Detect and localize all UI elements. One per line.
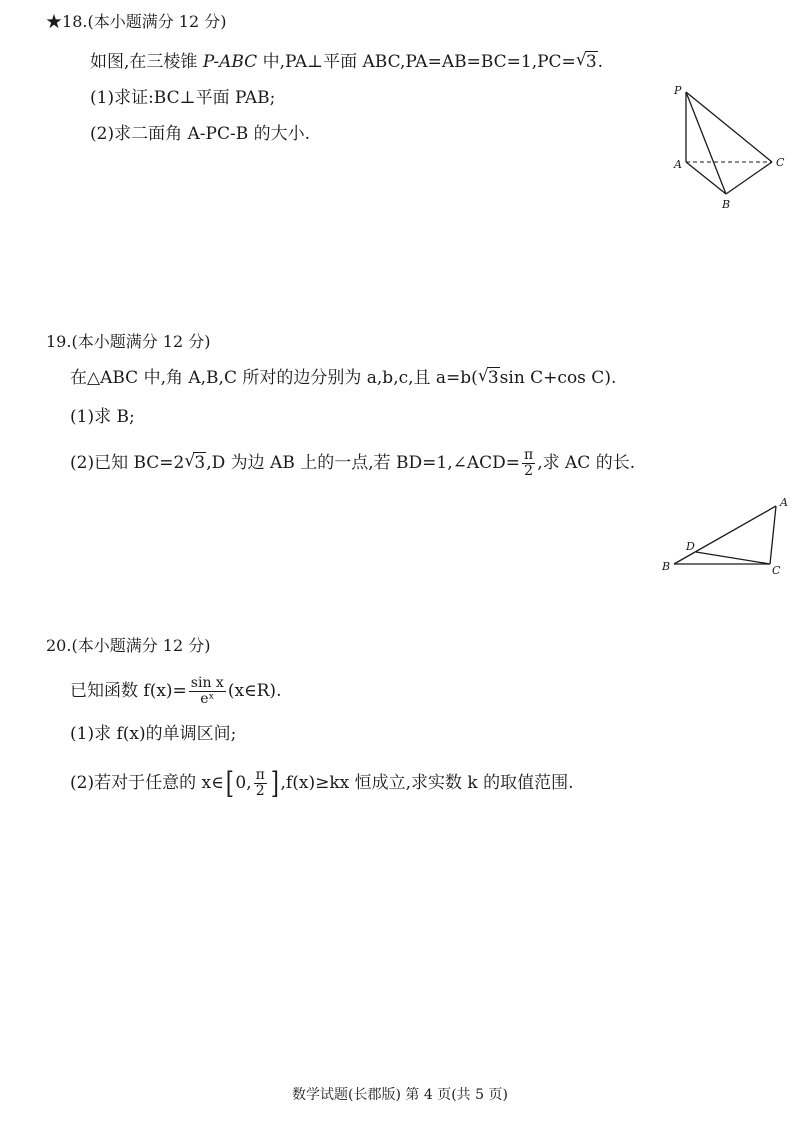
q19-part1: (1)求 B;	[70, 407, 135, 427]
label-D: D	[686, 540, 695, 553]
sqrt-symbol: √ 3	[184, 451, 206, 473]
q20-stem: 已知函数 f(x)= $\frac{\text{sin x}}{\text{eˣ}}$ (x∈R).	[70, 675, 282, 707]
edge-BC	[726, 162, 772, 194]
sqrt-symbol: √ 3	[477, 366, 499, 388]
q18-pyramid-figure	[666, 78, 790, 212]
label-P: P	[674, 84, 682, 97]
q20-heading: 20.(本小题满分 12 分)	[46, 636, 211, 655]
q18-heading	[46, 10, 226, 34]
q19-triangle-figure	[660, 492, 795, 580]
label-C: C	[772, 564, 781, 577]
edge-PC	[686, 92, 772, 162]
q18-stem: 如图,在三棱锥 P-ABC 中,PA⊥平面 ABC,PA=AB=BC=1,PC= √ 3.	[90, 50, 604, 72]
q19-stem: 在△ABC 中,角 A,B,C 所对的边分别为 a,b,c,且 a=b( √ 3sin C+cos C).	[70, 366, 617, 388]
q18-part1: (1)求证:BC⊥平面 PAB;	[90, 88, 276, 108]
label-A: A	[780, 496, 788, 509]
edge-DC	[696, 552, 770, 564]
q19-heading: 19.(本小题满分 12 分)	[46, 332, 211, 351]
fraction: $\frac{\pi}{2}$	[255, 767, 265, 799]
q18-part2: (2)求二面角 A-PC-B 的大小.	[90, 124, 310, 144]
q20-part1: (1)求 f(x)的单调区间;	[70, 724, 237, 744]
sqrt-symbol: √ 3	[575, 50, 597, 72]
edge-AB	[674, 506, 776, 564]
q19-part2: (2)已知 BC=2 √ 3,D 为边 AB 上的一点,若 BD=1,∠ACD= $\frac{\pi}{2}$ ,求 AC 的长.	[70, 447, 636, 479]
edge-AC	[770, 506, 776, 564]
q20-part2: (2)若对于任意的 x∈[ 0, $\frac{\pi}{2}$ ] ,f(x)≥kx 恒成立,求实数 k 的取值范围.	[70, 765, 574, 801]
label-B: B	[722, 198, 731, 211]
q18-head-text: 18.(本小题满分 12 分)	[62, 12, 227, 31]
page-footer: 数学试题(长郡版) 第 4 页(共 5 页)	[292, 1087, 508, 1103]
label-A: A	[674, 158, 682, 171]
star-icon: ★	[46, 12, 63, 31]
fraction: $\frac{\pi}{2}$	[524, 447, 534, 479]
fraction: $\frac{\text{sin x}}{\text{eˣ}}$	[190, 675, 224, 707]
label-B: B	[662, 560, 671, 573]
label-C: C	[776, 156, 785, 169]
